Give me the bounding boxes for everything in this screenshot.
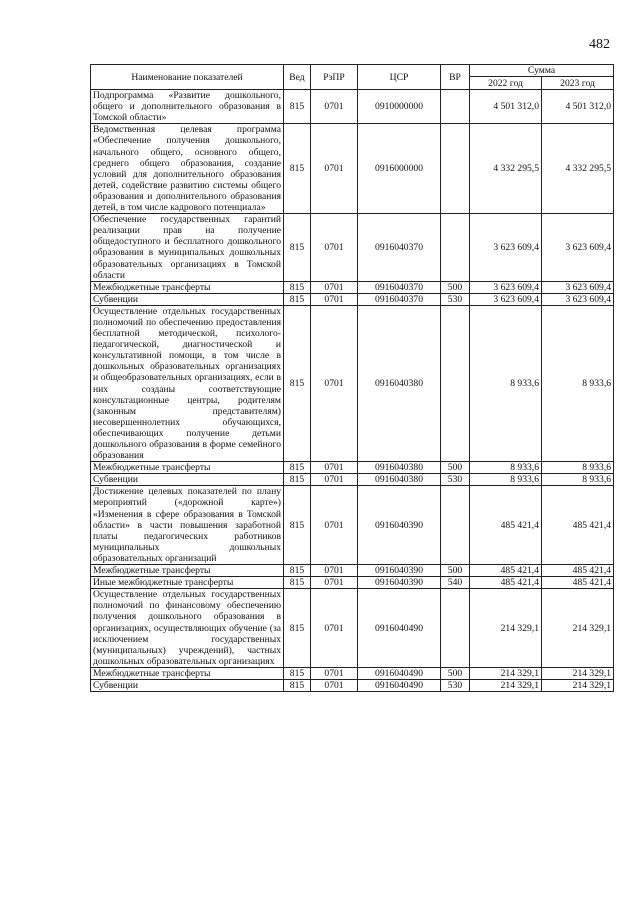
cell-name: Межбюджетные трансферты — [91, 667, 284, 679]
cell-ved: 815 — [284, 462, 311, 474]
cell-csr: 0916040380 — [358, 305, 441, 461]
cell-rzpr: 0701 — [311, 565, 358, 577]
cell-ved: 815 — [284, 281, 311, 293]
cell-2023: 8 933,6 — [542, 305, 614, 461]
cell-name: Субвенции — [91, 474, 284, 486]
cell-vr: 530 — [441, 293, 470, 305]
header-ved: Вед — [284, 65, 311, 90]
cell-name: Ведомственная целевая программа «Обеспечение получения дошкольного, начального общего, основного общего, среднего общего образования, создание условий для дополнительного образования детей, содействие развитию системы общего образования и дополнительного образования детей, в том числе кадрового потенциала» — [91, 124, 284, 214]
cell-vr: 540 — [441, 577, 470, 589]
cell-rzpr: 0701 — [311, 214, 358, 282]
cell-rzpr: 0701 — [311, 281, 358, 293]
table-row — [91, 679, 614, 691]
cell-ved: 815 — [284, 577, 311, 589]
cell-vr — [441, 90, 470, 124]
cell-2023: 214 329,1 — [542, 679, 614, 691]
cell-2022: 8 933,6 — [470, 474, 542, 486]
cell-2022: 8 933,6 — [470, 462, 542, 474]
cell-name: Осуществление отдельных государственных полномочий по обеспечению предоставления бесплатной методической, психолого-педагогической, диагностической и консультативной помощи, в том числе в дошкольных образовательных организациях и общеобразовательных организациях, если в них созданы соответствующие консультационные центры, родителям (законным представителям) несовершеннолетних обучающихся, обеспечивающих получение детьми дошкольного образования в форме семейного образования — [91, 305, 284, 461]
cell-name: Межбюджетные трансферты — [91, 281, 284, 293]
cell-2022: 485 421,4 — [470, 486, 542, 565]
cell-csr: 0916040490 — [358, 679, 441, 691]
cell-csr: 0916040390 — [358, 486, 441, 565]
page-number: 482 — [589, 37, 610, 52]
cell-ved: 815 — [284, 214, 311, 282]
cell-name: Субвенции — [91, 679, 284, 691]
cell-2023: 8 933,6 — [542, 462, 614, 474]
cell-csr: 0916040390 — [358, 577, 441, 589]
cell-csr: 0916040370 — [358, 293, 441, 305]
cell-2022: 4 501 312,0 — [470, 90, 542, 124]
cell-2023: 485 421,4 — [542, 577, 614, 589]
header-name: Наименование показателей — [91, 65, 284, 90]
cell-csr: 0916040490 — [358, 667, 441, 679]
table-row — [91, 305, 614, 461]
cell-ved: 815 — [284, 90, 311, 124]
table-row — [91, 462, 614, 474]
cell-ved: 815 — [284, 679, 311, 691]
cell-vr: 500 — [441, 667, 470, 679]
header-2023: 2023 год — [542, 77, 614, 90]
cell-2023: 8 933,6 — [542, 474, 614, 486]
cell-csr: 0916040380 — [358, 462, 441, 474]
cell-ved: 815 — [284, 486, 311, 565]
table-row — [91, 486, 614, 565]
header-rzpr: РзПР — [311, 65, 358, 90]
cell-vr: 500 — [441, 565, 470, 577]
cell-2022: 214 329,1 — [470, 589, 542, 668]
cell-2022: 214 329,1 — [470, 667, 542, 679]
table-row — [91, 90, 614, 124]
cell-rzpr: 0701 — [311, 474, 358, 486]
cell-vr: 500 — [441, 462, 470, 474]
cell-2022: 3 623 609,4 — [470, 214, 542, 282]
cell-vr: 530 — [441, 474, 470, 486]
cell-name: Осуществление отдельных государственных полномочий по финансовому обеспечению получения дошкольного образования в организациях, осуществляющих обучение (за исключением государственных (муниципальных) учреждений), частных дошкольных образовательных организациях — [91, 589, 284, 668]
header-csr: ЦСР — [358, 65, 441, 90]
cell-name: Достижение целевых показателей по плану мероприятий («дорожной карте») «Изменения в сфере образования в Томской области» в части повышения заработной платы педагогических работников муниципальных дошкольных образовательных организаций — [91, 486, 284, 565]
cell-2023: 485 421,4 — [542, 486, 614, 565]
cell-2022: 3 623 609,4 — [470, 281, 542, 293]
cell-ved: 815 — [284, 305, 311, 461]
cell-2023: 4 332 295,5 — [542, 124, 614, 214]
cell-rzpr: 0701 — [311, 486, 358, 565]
header-vr: ВР — [441, 65, 470, 90]
header-sum: Сумма — [470, 65, 614, 77]
table-row — [91, 281, 614, 293]
cell-ved: 815 — [284, 589, 311, 668]
cell-csr: 0916040390 — [358, 565, 441, 577]
cell-csr: 0916000000 — [358, 124, 441, 214]
cell-csr: 0916040370 — [358, 281, 441, 293]
cell-2022: 485 421,4 — [470, 565, 542, 577]
cell-rzpr: 0701 — [311, 577, 358, 589]
header-2022: 2022 год — [470, 77, 542, 90]
cell-rzpr: 0701 — [311, 462, 358, 474]
budget-table — [90, 64, 614, 692]
cell-2022: 3 623 609,4 — [470, 293, 542, 305]
cell-csr: 0910000000 — [358, 90, 441, 124]
cell-rzpr: 0701 — [311, 90, 358, 124]
table-row — [91, 577, 614, 589]
cell-vr: 530 — [441, 679, 470, 691]
table-header-row — [91, 65, 614, 77]
cell-ved: 815 — [284, 474, 311, 486]
table-row — [91, 124, 614, 214]
cell-rzpr: 0701 — [311, 679, 358, 691]
cell-rzpr: 0701 — [311, 589, 358, 668]
cell-vr — [441, 486, 470, 565]
cell-ved: 815 — [284, 124, 311, 214]
table-row — [91, 474, 614, 486]
table-row — [91, 565, 614, 577]
cell-name: Обеспечение государственных гарантий реализации прав на получение общедоступного и бесплатного дошкольного образования в муниципальных дошкольных образовательных организациях в Томской области — [91, 214, 284, 282]
cell-2023: 214 329,1 — [542, 667, 614, 679]
cell-ved: 815 — [284, 667, 311, 679]
cell-ved: 815 — [284, 565, 311, 577]
cell-ved: 815 — [284, 293, 311, 305]
cell-csr: 0916040490 — [358, 589, 441, 668]
cell-rzpr: 0701 — [311, 667, 358, 679]
cell-rzpr: 0701 — [311, 124, 358, 214]
cell-2022: 485 421,4 — [470, 577, 542, 589]
cell-vr — [441, 589, 470, 668]
cell-rzpr: 0701 — [311, 305, 358, 461]
cell-2023: 214 329,1 — [542, 589, 614, 668]
cell-rzpr: 0701 — [311, 293, 358, 305]
cell-vr — [441, 124, 470, 214]
table-row — [91, 667, 614, 679]
table-row — [91, 214, 614, 282]
table-row — [91, 589, 614, 668]
cell-vr — [441, 305, 470, 461]
cell-csr: 0916040380 — [358, 474, 441, 486]
table-row — [91, 293, 614, 305]
cell-vr — [441, 214, 470, 282]
cell-name: Межбюджетные трансферты — [91, 462, 284, 474]
cell-name: Подпрограмма «Развитие дошкольного, общего и дополнительного образования в Томской области» — [91, 90, 284, 124]
cell-2022: 8 933,6 — [470, 305, 542, 461]
cell-2023: 3 623 609,4 — [542, 214, 614, 282]
cell-2023: 3 623 609,4 — [542, 281, 614, 293]
cell-csr: 0916040370 — [358, 214, 441, 282]
cell-name: Иные межбюджетные трансферты — [91, 577, 284, 589]
cell-name: Межбюджетные трансферты — [91, 565, 284, 577]
cell-name: Субвенции — [91, 293, 284, 305]
cell-2022: 214 329,1 — [470, 679, 542, 691]
cell-2023: 3 623 609,4 — [542, 293, 614, 305]
cell-2023: 4 501 312,0 — [542, 90, 614, 124]
cell-2022: 4 332 295,5 — [470, 124, 542, 214]
table-body — [91, 90, 614, 692]
cell-vr: 500 — [441, 281, 470, 293]
cell-2023: 485 421,4 — [542, 565, 614, 577]
